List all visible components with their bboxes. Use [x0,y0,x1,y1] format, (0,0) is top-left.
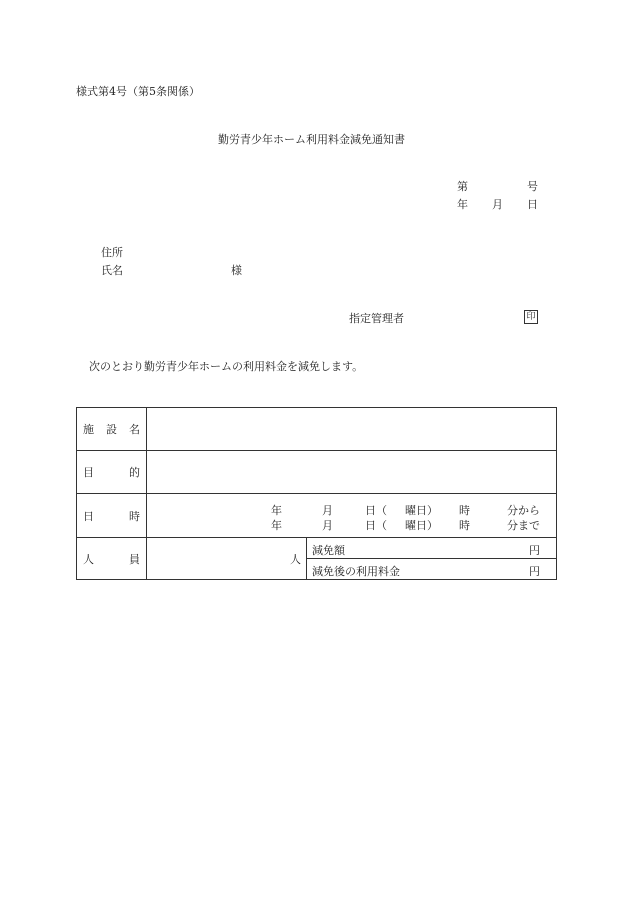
reduction-unit: 円 [529,544,540,557]
facility-char-3: 名 [129,423,140,436]
issue-year: 年 [457,198,468,211]
facility-row [77,408,557,451]
issuer-label: 指定管理者 [349,312,404,325]
issue-number-suffix: 号 [527,180,538,193]
datetime-char-2: 時 [129,509,140,523]
issue-day: 日 [527,198,538,211]
datetime-header [77,494,147,538]
date2-month: 月 [322,519,333,532]
facility-header [77,408,147,451]
seal-mark: 印 [524,310,538,324]
date2-year: 年 [271,519,282,532]
purpose-value[interactable] [147,451,557,494]
name-label: 氏名 [101,264,123,277]
issue-number-prefix: 第 [457,180,468,193]
reduction-label: 減免額 [312,544,345,557]
date2-weekday: 曜日） [405,519,438,532]
people-header [77,538,147,580]
date1-hour: 時 [459,504,470,517]
reduction-cell[interactable] [307,538,557,559]
date1-min: 分から [507,504,540,517]
date1-month: 月 [322,504,333,517]
people-char-2: 員 [129,552,140,566]
after-fee-cell[interactable] [307,559,557,580]
address-label: 住所 [101,246,123,259]
date2-hour: 時 [459,519,470,532]
date1-year: 年 [271,504,282,517]
date2-day: 日（ [365,519,387,532]
honorific: 様 [231,264,242,277]
people-value[interactable] [147,538,307,580]
datetime-value[interactable] [147,494,557,538]
after-fee-label: 減免後の利用料金 [312,565,400,578]
people-unit: 人 [290,552,301,566]
facility-char-2: 設 [106,423,117,436]
purpose-char-1: 目 [83,466,94,479]
datetime-char-1: 日 [83,509,94,523]
details-table [76,407,557,580]
people-row [77,538,557,559]
datetime-row [77,494,557,538]
facility-value[interactable] [147,408,557,451]
date1-weekday: 曜日） [405,504,438,517]
purpose-row [77,451,557,494]
purpose-char-2: 的 [129,466,140,479]
date1-day: 日（ [365,504,387,517]
document-title: 勤労青少年ホーム利用料金減免通知書 [218,133,405,146]
issue-month: 月 [492,198,503,211]
form-number: 様式第4号（第5条関係） [76,85,200,98]
after-fee-unit: 円 [529,565,540,578]
purpose-header [77,451,147,494]
date2-min: 分まで [507,519,540,532]
body-text: 次のとおり勤労青少年ホームの利用料金を減免します。 [89,360,364,373]
people-char-1: 人 [83,552,94,566]
facility-char-1: 施 [83,423,94,436]
